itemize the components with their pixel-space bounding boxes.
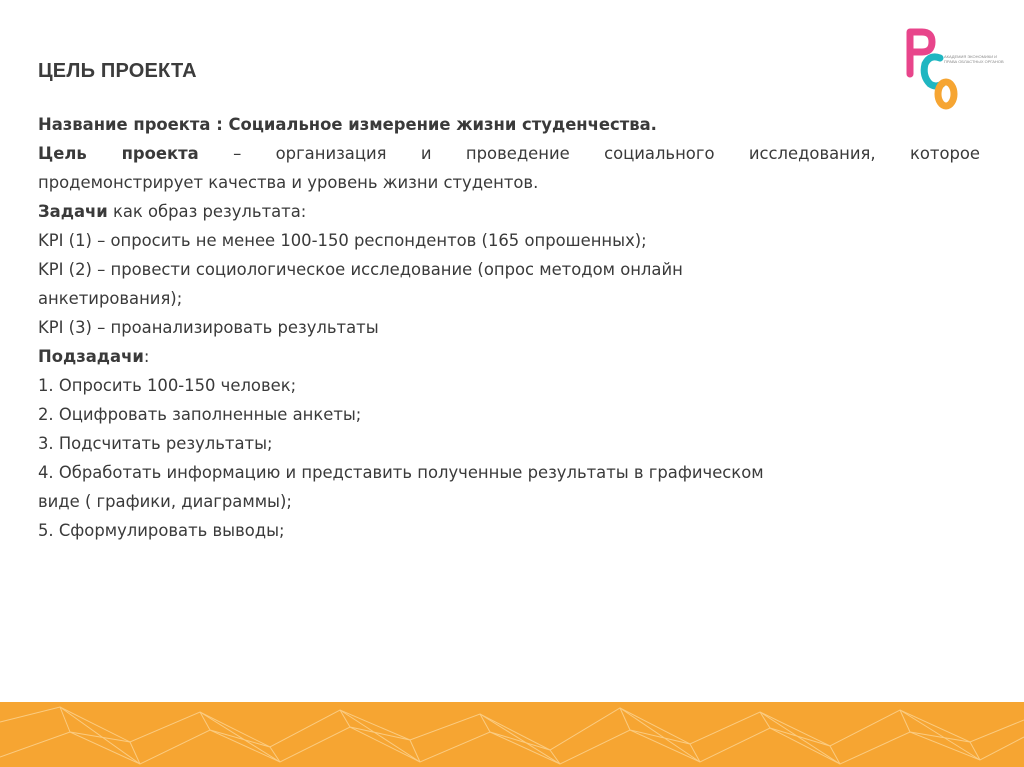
subtask-2: 2. Оцифровать заполненные анкеты;	[38, 405, 362, 424]
project-name-line: Название проекта : Социальное измерение жизни студенчества.	[38, 115, 657, 134]
logo-caption: АКАДЕМИЯ ЭКОНОМИКИ И ПРАВА ОБЛАСТНЫХ ОРГАНОВ	[944, 54, 1004, 64]
subtask-3: 3. Подсчитать результаты;	[38, 434, 273, 453]
tasks-label: Задачи	[38, 202, 108, 221]
subtasks-colon: :	[143, 347, 150, 366]
kpi-2-line-1: KPI (2) – провести социологическое исследование (опрос методом онлайн	[38, 260, 683, 279]
kpi-1: KPI (1) – опросить не менее 100-150 респондентов (165 опрошенных);	[38, 231, 647, 250]
subtasks-line	[38, 342, 980, 371]
kpi-3: KPI (3) – проанализировать результаты	[38, 318, 379, 337]
goal-text-1: – организация и проведение социального исследования, которое	[198, 144, 980, 163]
footer-band	[0, 702, 1024, 767]
subtask-1: 1. Опросить 100-150 человек;	[38, 376, 297, 395]
slide-content	[38, 110, 980, 545]
goal-label: Цель проекта	[38, 144, 199, 163]
kpi-2-line-2: анкетирования);	[38, 289, 183, 308]
goal-line-1	[38, 139, 980, 168]
logo	[900, 24, 1010, 114]
subtask-4-line-2: виде ( графики, диаграммы);	[38, 492, 292, 511]
subtasks-label: Подзадачи	[38, 347, 144, 366]
tasks-text: как образ результата:	[107, 202, 307, 221]
pso-logo-icon	[900, 24, 970, 114]
goal-line-2: продемонстрирует качества и уровень жизни студентов.	[38, 173, 539, 192]
subtask-5: 5. Сформулировать выводы;	[38, 521, 285, 540]
polygon-pattern-icon	[0, 702, 1024, 767]
tasks-line	[38, 197, 980, 226]
subtask-4-line-1: 4. Обработать информацию и представить полученные результаты в графическом	[38, 463, 764, 482]
slide-title: ЦЕЛЬ ПРОЕКТА	[38, 60, 197, 82]
